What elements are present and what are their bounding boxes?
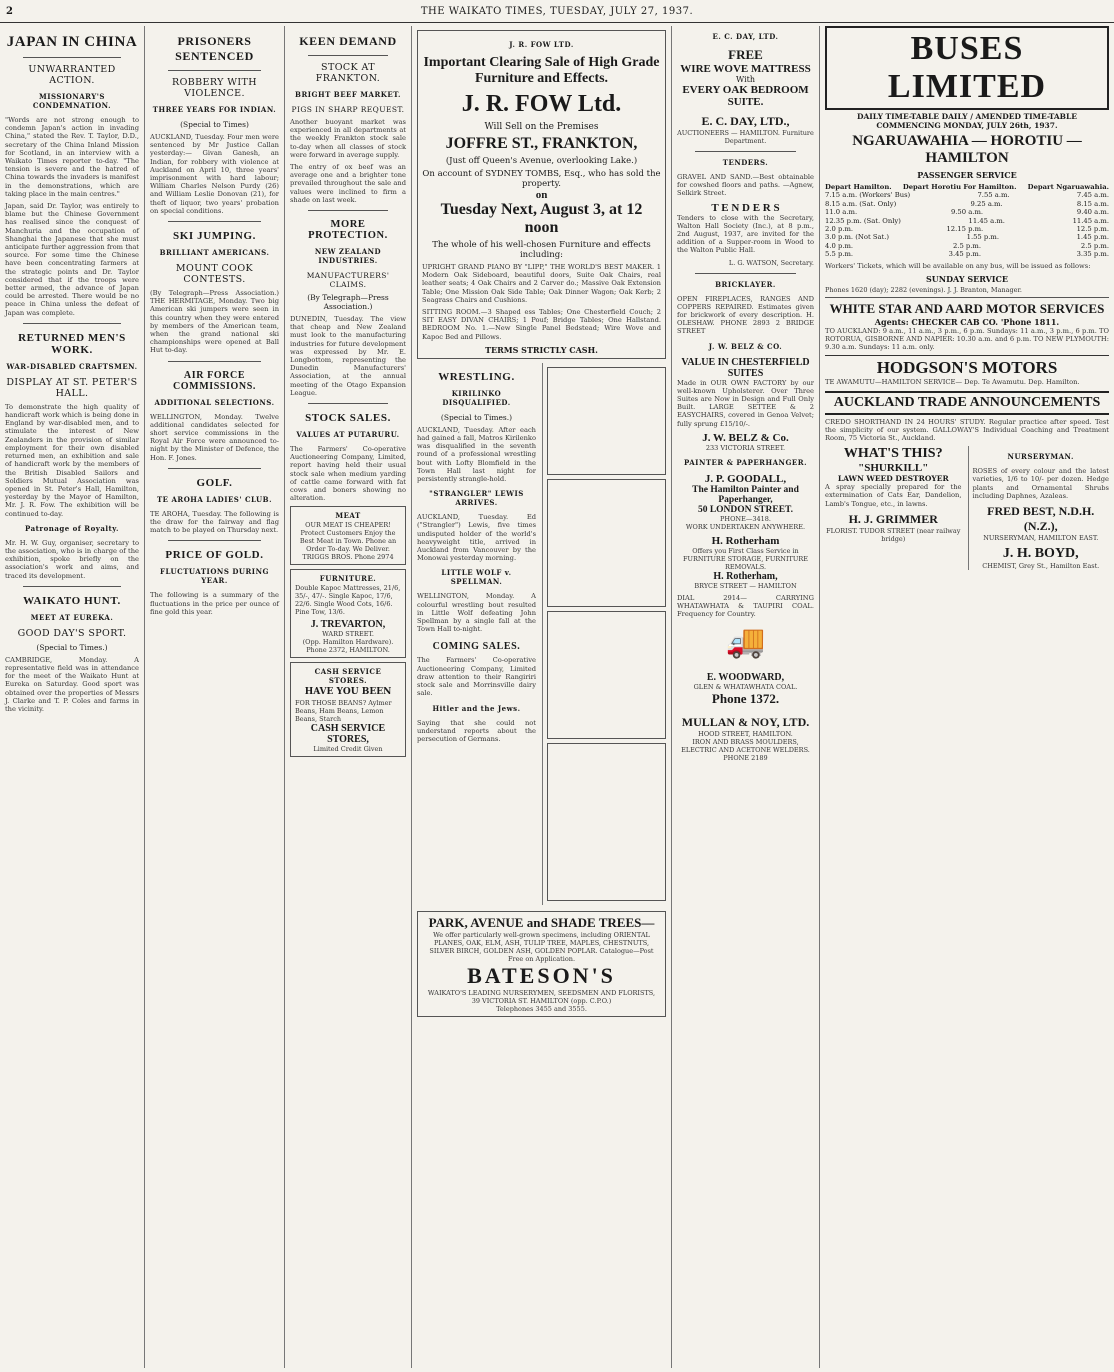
cell: 7.45 a.m. bbox=[1076, 191, 1109, 200]
cell: 3.45 p.m. bbox=[948, 250, 982, 259]
rotherham-address: BRYCE STREET — HAMILTON bbox=[694, 581, 797, 590]
article-body: WELLINGTON, Monday. A colourful wrestling bout resulted in Little Wolf defeating John Spellman by a single fall at the Town Hall to-night. bbox=[417, 592, 536, 634]
article-body: TE AROHA, Tuesday. The following is the draw for the fairway and flag match to be played on Thursday next. bbox=[150, 509, 279, 535]
page-number: 2 bbox=[6, 5, 14, 17]
divider bbox=[23, 57, 121, 58]
subhead-mount-cook: MOUNT COOK CONTESTS. bbox=[175, 263, 254, 286]
divider bbox=[825, 297, 1109, 298]
ad-with: With bbox=[735, 75, 755, 84]
workers-note: Workers' Tickets, which will be available on any bus, will be issued as follows: bbox=[825, 261, 1091, 270]
tenders-kicker: TENDERS. bbox=[722, 158, 769, 167]
cell: 9.25 a.m. bbox=[970, 199, 1003, 208]
divider bbox=[168, 70, 261, 71]
article-body: Another buoyant market was experienced in all departments at the weekly Frankton stock sale to-day when all classes of stock were forward in average supply. bbox=[290, 118, 406, 159]
shurkill-title: "SHURKILL" bbox=[858, 462, 929, 475]
ad-furniture bbox=[290, 569, 406, 658]
whats-this-title: WHAT'S THIS? bbox=[843, 446, 943, 462]
headline-japan-in-china: JAPAN IN CHINA bbox=[6, 34, 138, 50]
cell: 11.45 a.m. bbox=[1072, 216, 1109, 225]
kicker-putaruru: VALUES AT PUTARURU. bbox=[296, 430, 400, 440]
divider bbox=[695, 273, 796, 274]
timetable-rows bbox=[825, 191, 1109, 258]
article-body: (By Telegraph—Press Association.) THE HERMITAGE, Monday. Two big American ski jumpers were seen in this country when they were entered by members of the American team, when the grand national ski championships were opened at Ball Hut to-day. bbox=[150, 289, 279, 355]
timetable-row bbox=[825, 200, 1109, 208]
dateline: (By Telegraph—Press Association.) bbox=[307, 293, 389, 312]
kicker-additional-selections: ADDITIONAL SELECTIONS. bbox=[154, 397, 275, 407]
cell: 7.55 a.m. bbox=[977, 191, 1010, 200]
article-body: DUNEDIN, Tuesday. The view that cheap and New Zealand must look to the manufacturing industries for future development was expressed by Mr. E. Longbottom, representing the Dunedin Manufacturers' Association, at the annual meeting of the Otago Expansion League. bbox=[290, 315, 406, 397]
dateline: (Special to Times.) bbox=[440, 412, 513, 422]
buses-limited-title: BUSES LIMITED bbox=[825, 26, 1109, 110]
subhead-pigs: PIGS IN SHARP REQUEST. bbox=[291, 105, 405, 114]
divider bbox=[695, 151, 796, 152]
belz-address: 233 VICTORIA STREET. bbox=[705, 443, 786, 452]
painter-footer: WORK UNDERTAKEN ANYWHERE. bbox=[685, 522, 806, 531]
article-body: WELLINGTON, Monday. Twelve additional candidates selected for short service commissions in the Royal Air Force were announced to-night by the Minister of Defence, the Hon. F. Jones. bbox=[150, 412, 279, 462]
timetable-row bbox=[825, 217, 1109, 225]
col-header: Depart Horotiu For Hamilton. bbox=[902, 183, 1017, 191]
column-5 bbox=[672, 26, 820, 1368]
subhead-robbery: ROBBERY WITH VIOLENCE. bbox=[172, 77, 257, 99]
ad-title: HAVE YOU BEEN bbox=[304, 687, 392, 698]
headline-wrestling: WRESTLING. bbox=[438, 370, 515, 383]
cell: 12.5 p.m. bbox=[1076, 225, 1109, 234]
divider bbox=[168, 221, 261, 222]
dateline: (Special to Times) bbox=[180, 120, 249, 129]
ad-subtitle: WAIKATO'S LEADING NURSERYMEN, SEEDSMEN AND FLORISTS, bbox=[427, 988, 656, 997]
ad-suite: SUITE. bbox=[727, 96, 764, 108]
white-star-text: TO AUCKLAND: 9 a.m., 11 a.m., 3 p.m., 6 p.m. Sundays: 11 a.m., 3 p.m., 6 p.m. TO ROTORUA, GISBORNE AND NAPIER: 10.30 a.m. and 6 p.m. TO NEW PLYMOUTH: 9.30 a.m. Sundays: 11 a.m. only. bbox=[825, 326, 1109, 352]
mullan-address: HOOD STREET, HAMILTON. bbox=[698, 730, 793, 739]
painter-phone: PHONE—3418. bbox=[720, 514, 771, 523]
ad-line: EVERY OAK BEDROOM bbox=[682, 84, 809, 96]
ad-phone: Phone 2372, HAMILTON. bbox=[306, 646, 390, 655]
mullan-text: IRON AND BRASS MOULDERS, ELECTRIC AND ACETONE WELDERS. bbox=[681, 738, 810, 755]
ad-on: on bbox=[535, 189, 548, 201]
subhead-display: DISPLAY AT ST. PETER'S HALL. bbox=[6, 376, 138, 399]
rotherham-title: H. Rotherham bbox=[711, 534, 780, 547]
column-4 bbox=[412, 26, 672, 1368]
kicker-three-years: THREE YEARS FOR INDIAN. bbox=[152, 105, 277, 114]
headline-keen-demand: KEEN DEMAND bbox=[299, 34, 397, 48]
timetable-row bbox=[825, 250, 1109, 258]
ad-park-trees bbox=[417, 911, 666, 1017]
service-title: PASSENGER SERVICE bbox=[917, 170, 1017, 180]
ad-account: On account of SYDNEY TOMBS, Esq., who has sold the property. bbox=[422, 169, 661, 189]
notice-box bbox=[547, 611, 666, 739]
headline-ski-jumping: SKI JUMPING. bbox=[173, 230, 256, 243]
hodgson-text: TE AWAMUTU—HAMILTON SERVICE— Dep. Te Awamutu. Dep. Hamilton. bbox=[825, 378, 1080, 387]
article-body: The following is a summary of the fluctuations in the price per ounce of fine gold this year. bbox=[150, 591, 279, 616]
ad-address: 39 VICTORIA ST. HAMILTON (opp. C.P.O.) bbox=[471, 996, 612, 1005]
notices-column bbox=[542, 363, 666, 905]
article-body: The entry of ox beef was an average one and a brighter tone prevailed throughout the sale and values were inclined to firm a shade on last week. bbox=[290, 163, 406, 204]
article-body: Japan, said Dr. Taylor, was entirely to blame but the Chinese Government has realised since the conquest of Manchuria and the occupation of Shanghai the Japanese that she must anticipate further aggression from that source. For some time the Chinese have been concentrating farmers at the strategic points and Dr. Taylor considered that if the troops were better armed, the advance of Japan could be arrested. There would be no peace in China unless the defeat of Japan was complete. bbox=[5, 202, 139, 317]
kicker-war-disabled: WAR-DISABLED CRAFTSMEN. bbox=[6, 361, 138, 371]
timetable-row bbox=[825, 233, 1109, 241]
ad-kicker: J. R. FOW LTD. bbox=[509, 40, 574, 49]
ad-cash-service bbox=[290, 662, 406, 757]
notice-box bbox=[547, 743, 666, 901]
divider bbox=[308, 55, 388, 56]
timetable-row bbox=[825, 225, 1109, 233]
cell: 2.5 p.m. bbox=[1080, 241, 1109, 250]
divider bbox=[308, 210, 388, 211]
grimmer-name: H. J. GRIMMER bbox=[848, 511, 938, 526]
ads-left bbox=[825, 446, 962, 570]
dateline: (Special to Times.) bbox=[36, 642, 108, 652]
divider bbox=[23, 323, 121, 324]
sunday-heading: SUNDAY SERVICE bbox=[926, 273, 1008, 284]
bricklayer-text: OPEN FIREPLACES, RANGES AND COPPERS REPAIRED. Estimates given for brickwork of every description. H. OLESHAW. PHONE 2893 2 BRIDGE STREET bbox=[677, 294, 814, 336]
ad-place-sub: (Just off Queen's Avenue, overlooking Lake.) bbox=[445, 156, 638, 166]
ad-title: PARK, AVENUE and SHADE TREES— bbox=[428, 914, 655, 930]
kicker-brilliant-americans: BRILLIANT AMERICANS. bbox=[159, 248, 270, 258]
ad-headline: Important Clearing Sale of High Grade Furniture and Effects. bbox=[423, 55, 660, 86]
kicker-fluctuations: FLUCTUATIONS DURING YEAR. bbox=[160, 567, 269, 586]
white-star-title: WHITE STAR AND AARD MOTOR SERVICES bbox=[829, 300, 1105, 316]
kicker-te-aroha-ladies: TE AROHA LADIES' CLUB. bbox=[156, 494, 273, 504]
ad-terms: TERMS STRICTLY CASH. bbox=[485, 344, 598, 355]
divider bbox=[168, 361, 261, 362]
route-title: NGARUAWAHIA — HOROTIU — HAMILTON bbox=[852, 133, 1082, 166]
article-body: CAMBRIDGE, Monday. A representative field was in attendance for the meet of the Waikato Hunt at Eureka on Saturday. Good sport was obtained over the properties of Messrs J. Clarke and T. P. Coles and farms in the vicinity. bbox=[5, 655, 139, 713]
kicker-hitler: Hitler and the Jews. bbox=[432, 703, 521, 713]
cell: 9.50 a.m. bbox=[950, 208, 984, 217]
timetable-heading: DAILY TIME-TABLE DAILY / AMENDED TIME-TABLE COMMENCING MONDAY, JULY 26th, 1937. bbox=[856, 112, 1078, 130]
notice-box bbox=[547, 367, 666, 475]
timetable-row bbox=[825, 242, 1109, 250]
col-header: Depart Ngaruawahia. bbox=[1027, 183, 1109, 191]
subhead-good-days-sport: GOOD DAY'S SPORT. bbox=[17, 627, 127, 639]
ad-line: WIRE WOVE MATTRESS bbox=[680, 63, 811, 75]
kicker-strangler: "STRANGLER" LEWIS ARRIVES. bbox=[429, 489, 524, 508]
ad-body: UPRIGHT GRAND PIANO BY "LIPP," THE WORLD'S BEST MAKER. 1 Modern Oak Sideboard, beautiful doors, Suite Oak Chairs, real leather seats; 4 Oak Chairs and 2 Carver do.; Massive Oak Extension Table; One Mission Oak Side Table; Oak Dinner Wagon; Oak Kerb; 2 Seagrass Chairs and Cushions. bbox=[422, 263, 661, 304]
boyd-sub: CHEMIST, Grey St., Hamilton East. bbox=[982, 562, 1100, 571]
column-1 bbox=[0, 26, 145, 1368]
cell: 3.35 p.m. bbox=[1076, 250, 1109, 259]
woodward-name: E. WOODWARD, bbox=[706, 672, 785, 684]
ad-kicker: CASH SERVICE STORES. bbox=[314, 667, 382, 686]
auckland-trade-title: AUCKLAND TRADE ANNOUNCEMENTS bbox=[825, 391, 1109, 415]
ad-kicker: E. C. DAY, LTD. bbox=[712, 32, 779, 41]
woodward-phone: Phone 1372. bbox=[711, 691, 780, 707]
cell: 9.40 a.m. bbox=[1076, 208, 1109, 217]
headline-golf: GOLF. bbox=[196, 476, 233, 489]
ad-footer: Limited Credit Given bbox=[313, 745, 383, 754]
article-body: The Farmers' Co-operative Auctioneering Company, Limited draw attention to their Rangiriri stock sale and Morrinsville dairy sale. bbox=[417, 656, 536, 698]
fred-best-name: FRED BEST, N.D.H. (N.Z.), bbox=[987, 504, 1095, 534]
news-columns bbox=[417, 363, 666, 905]
hodgson-title: HODGSON'S MOTORS bbox=[825, 355, 1109, 378]
timetable-header-row bbox=[825, 183, 1109, 191]
ad-address: (Opp. Hamilton Hardware). bbox=[302, 638, 394, 647]
phones-line: Phones 1620 (day); 2282 (evenings). J. J. Branton, Manager. bbox=[825, 285, 1022, 294]
cell: 11.45 a.m. bbox=[968, 216, 1005, 225]
subhead-stock-at-frankton: STOCK AT FRANKTON. bbox=[315, 62, 381, 84]
ad-free: FREE bbox=[728, 47, 763, 62]
timetable-row bbox=[825, 208, 1109, 216]
ad-text: OUR MEAT IS CHEAPER! Protect Customers Enjoy the Best Meat in Town. Phone an Order To-day. We Deliver. TRIGGS BROS. Phone 2974 bbox=[299, 521, 397, 562]
ad-body: SITTING ROOM.—3 Shaped ess Tables; One Chesterfield Couch; 2 SIT EASY DIVAN CHAIRS; 1 Pouf; Bridge Tables; One Hallstand. BEDROOM No. 1.—New Single Panel Bedstead; Wire Wove and Kapoc Bed and Pillows. bbox=[422, 308, 661, 341]
ad-line: The whole of his well-chosen Furniture and effects including: bbox=[432, 240, 651, 260]
ad-phone: Telephones 3455 and 3555. bbox=[496, 1004, 587, 1013]
headline-air-force: AIR FORCE COMMISSIONS. bbox=[172, 369, 257, 392]
kicker-meet-at-eureka: MEET AT EUREKA. bbox=[30, 612, 114, 622]
ad-name: J. R. FOW Ltd. bbox=[461, 91, 622, 117]
headline-prisoners-sentenced: PRISONERS SENTENCED bbox=[175, 34, 254, 63]
ad-text: Double Kapoc Mattresses, 21/6, 35/-, 47/-. Single Kapoc, 17/6, 22/6. Single Wood Cots, 16/6. Pine Tow, 13/6. bbox=[295, 584, 401, 617]
article-body: AUCKLAND, Tuesday. Four men were sentenced by Mr Justice Callan yesterday:— Givan Ganesh, an Indian, for robbery with violence at Auckland on April 10, three years' imprisonment with hard labour; William Charles Nelson Purdy (26) and William Leslie Donovan (21), for theft of liquor, two years' probation on special conditions. bbox=[150, 133, 279, 215]
belz-title: VALUE IN CHESTERFIELD SUITES bbox=[681, 356, 810, 379]
ads-right bbox=[968, 446, 1110, 570]
timetable-row bbox=[825, 191, 1109, 199]
headline-returned-mens-work: RETURNED MEN'S WORK. bbox=[18, 331, 126, 356]
news-column-left bbox=[417, 363, 536, 905]
kicker-nz-industries: NEW ZEALAND INDUSTRIES. bbox=[314, 247, 382, 266]
bricklayer-kicker: BRICKLAYER. bbox=[715, 279, 776, 289]
divider bbox=[308, 403, 388, 404]
ad-address: WARD STREET. bbox=[322, 630, 374, 639]
masthead bbox=[0, 0, 1114, 23]
nursery-text: ROSES of every colour and the latest varieties, 1/6 to 10/- per dozen. Hedge plants and Ornamental Shrubs including Daphnes, Azaleas. bbox=[972, 467, 1109, 500]
ad-jr-fow bbox=[417, 30, 666, 359]
cell: 7.15 a.m. (Workers' Bus) bbox=[825, 191, 911, 200]
article-body: To demonstrate the high quality of handicraft work which is being done in England by war-disabled men, and to stimulate the interest of New Zealanders in the provision of similar employment for their own disabled returned men, an exhibition and sale of handicraft work by the members of the British Disabled Sailors and Soldiers Mutual Association was opened in St. Peter's Hall, Hamilton, yesterday by the Mayor of Hamilton, Mr. J. R. Fow. The exhibition will be continued to-day. bbox=[5, 402, 139, 518]
ad-text: FOR THOSE BEANS? Aylmer Beans, Ham Beans, Lemon Beans, Starch bbox=[295, 699, 392, 724]
cell: 1.45 p.m. bbox=[1076, 233, 1109, 242]
ad-kicker: FURNITURE. bbox=[319, 574, 377, 584]
ad-name: BATESON'S bbox=[467, 962, 616, 988]
coal-text: DIAL 2914— CARRYING WHATAWHATA & TAUPIRI COAL. Frequency for Country. bbox=[677, 593, 814, 619]
boyd-name: J. H. BOYD, bbox=[1002, 546, 1079, 562]
column-3 bbox=[285, 26, 412, 1368]
fred-best-sub: NURSERYMAN, HAMILTON EAST. bbox=[983, 534, 1099, 543]
ad-text: We offer particularly well-grown specimens, including ORIENTAL PLANES, OAK, ELM, ASH, TULIP TREE, MAPLES, CHESTNUTS, SILVER BIRCH, GOLDEN ASH, GOLDEN POPLAR. Catalogue—Post Free on Application. bbox=[429, 930, 654, 963]
grimmer-sub: FLORIST. TUDOR STREET (near railway bridge) bbox=[826, 526, 961, 543]
ad-date: Tuesday Next, August 3, at 12 noon bbox=[440, 201, 643, 236]
woodward-sub: GLEN & WHATAWHATA COAL. bbox=[693, 683, 798, 692]
rotherham-name: H. Rotherham, bbox=[713, 570, 778, 582]
article-body: AUCKLAND, Tuesday. After each had gained a fall, Matros Kirilenko was disqualified in the seventh round of a professional wrestling bout with Lofty Blomfield in the Town Hall last night for persistently strangle-hold. bbox=[417, 425, 536, 484]
painter-name: J. P. GOODALL, bbox=[704, 472, 787, 485]
cell: 12.35 p.m. (Sat. Only) bbox=[825, 216, 901, 225]
subhead-manufacturers: MANUFACTURERS' CLAIMS. bbox=[306, 271, 390, 290]
shurkill-sub: LAWN WEED DESTROYER bbox=[837, 474, 949, 484]
cell: 2.0 p.m. bbox=[825, 225, 854, 234]
ad-place: JOFFRE ST., FRANKTON, bbox=[445, 135, 638, 152]
truck-illustration: 🚚 bbox=[725, 622, 766, 661]
rotherham-text: Offers you First Class Service in FURNITURE STORAGE, FURNITURE REMOVALS. bbox=[682, 546, 809, 571]
headline-price-of-gold: PRICE OF GOLD. bbox=[165, 549, 264, 562]
divider bbox=[168, 468, 261, 469]
headline-little-wolf: LITTLE WOLF v. SPELLMAN. bbox=[441, 568, 512, 587]
ad-kicker: MEAT bbox=[335, 511, 361, 521]
ad-line: Will Sell on the Premises bbox=[484, 122, 599, 132]
cell: 8.15 a.m. (Sat. Only) bbox=[825, 199, 897, 208]
headline-coming-sales: COMING SALES. bbox=[432, 641, 521, 653]
cell: 3.0 p.m. (Not Sat.) bbox=[825, 233, 890, 242]
cell: 4.0 p.m. bbox=[825, 241, 854, 250]
kicker-missionary: MISSIONARY'S CONDEMNATION. bbox=[32, 92, 112, 110]
tenders-text: GRAVEL AND SAND.—Best obtainable for cowshed floors and paths. —Agnew, Selkirk Street. bbox=[677, 173, 814, 198]
article-body: Saying that she could not understand reports about the persecution of Germans. bbox=[417, 718, 536, 743]
tenders-sign: L. G. WATSON, Secretary. bbox=[728, 258, 814, 267]
white-star-sub: Agents: CHECKER CAB CO. 'Phone 1811. bbox=[874, 316, 1060, 327]
kicker-patronage: Patronage of Royalty. bbox=[25, 523, 119, 533]
ad-dept: AUCTIONEERS — HAMILTON. Furniture Department. bbox=[677, 129, 814, 145]
tenders-title: T E N D E R S bbox=[711, 201, 780, 214]
cell: 12.15 p.m. bbox=[946, 225, 984, 234]
col-header: Depart Hamilton. bbox=[825, 183, 892, 191]
article-body: Mr. H. W. Guy, organiser, secretary to the association, who is in charge of the exhibition, spoke briefly on the association's work and aims, and traced its development. bbox=[5, 538, 139, 580]
belz-text: Made in OUR OWN FACTORY by our well-known Upholsterer. Over Three Suites are Now in Design and Full Only Built. LARGE SETTEE & 2 EASYCHAIRS, covered in Genoa Velvet; fully sprung £15/10/-. bbox=[677, 378, 814, 428]
cell: 1.55 p.m. bbox=[966, 233, 1000, 242]
bottom-ads bbox=[825, 446, 1109, 570]
headline-waikato-hunt: WAIKATO HUNT. bbox=[23, 594, 121, 607]
column-6 bbox=[820, 26, 1114, 1368]
ad-meat bbox=[290, 506, 406, 565]
cell: 11.0 a.m. bbox=[825, 208, 858, 217]
divider bbox=[23, 586, 121, 587]
painter-kicker: PAINTER & PAPERHANGER. bbox=[683, 457, 808, 467]
ad-name: E. C. DAY, LTD., bbox=[701, 114, 790, 128]
kicker-bright-beef: BRIGHT BEEF MARKET. bbox=[295, 90, 401, 99]
ad-name: CASH SERVICE STORES, bbox=[310, 723, 386, 746]
cell: 5.5 p.m. bbox=[825, 250, 854, 259]
ad-name: J. TREVARTON, bbox=[310, 619, 386, 631]
mullan-name: MULLAN & NOY, LTD. bbox=[681, 715, 810, 730]
subhead-unwarranted-action: UNWARRANTED ACTION. bbox=[28, 64, 116, 86]
headline-stock-sales: STOCK SALES. bbox=[305, 412, 391, 425]
article-body: The Farmers' Co-operative Auctioneering Company, Limited, report having held their usual stock sale when medium yarding of cattle came forward with fat cows and boners showing no alteration. bbox=[290, 445, 406, 503]
newspaper-title: THE WAIKATO TIMES, TUESDAY, JULY 27, 1937. bbox=[420, 5, 694, 17]
cell: 2.5 p.m. bbox=[952, 241, 982, 250]
mullan-phone: PHONE 2189 bbox=[723, 754, 768, 763]
nursery-kicker: NURSERYMAN. bbox=[1007, 452, 1074, 462]
divider bbox=[168, 540, 261, 541]
headline-more-protection: MORE PROTECTION. bbox=[308, 219, 388, 242]
notice-box bbox=[547, 479, 666, 607]
column-2 bbox=[145, 26, 285, 1368]
belz-name: J. W. BELZ & Co. bbox=[702, 431, 789, 444]
kicker-kirilinko: KIRILINKO DISQUALIFIED. bbox=[442, 388, 511, 407]
article-body: AUCKLAND, Tuesday. Ed ("Strangler") Lewis, five times undisputed holder of the world's heavyweight title, arrived in Auckland from Vancouver by the Monowai yesterday morning. bbox=[417, 513, 536, 563]
tenders-body: Tenders to close with the Secretary, Walton Hall Society (Inc.), at 8 p.m., 2nd August, 1937, are invited for the addition of a Supper-room in Wood to the Walton Public Hall. bbox=[677, 213, 814, 255]
article-body: "Words are not strong enough to condemn Japan's action in invading China," stated the Rev. T. Taylor, D.D., secretary of the China Inland Mission for Scotland, in an interview with a Waikato Times reporter to-day. "The tension is severe and the hatred of China towards the invaders is manifest in the demonstrations, which are taking place in the main centres." bbox=[5, 116, 139, 198]
belz-kicker: J. W. BELZ & CO. bbox=[708, 341, 783, 351]
cell: 8.15 a.m. bbox=[1076, 199, 1109, 208]
auckland-trade-text: CREDO SHORTHAND IN 24 HOURS' STUDY. Regular practice after speed. Test the simplicity of our system. GALLOWAY'S Individual Coaching and Treatment Room, 75 Victoria St., Auckland. bbox=[825, 417, 1109, 443]
painter-address: 50 LONDON STREET. bbox=[697, 504, 794, 515]
painter-line: The Hamilton Painter and Paperhanger, bbox=[692, 484, 799, 505]
shurkill-text: A spray specially prepared for the extermination of Cats Ear, Dandelion, Lamb's Tongue, etc., in lawns. bbox=[825, 483, 962, 508]
